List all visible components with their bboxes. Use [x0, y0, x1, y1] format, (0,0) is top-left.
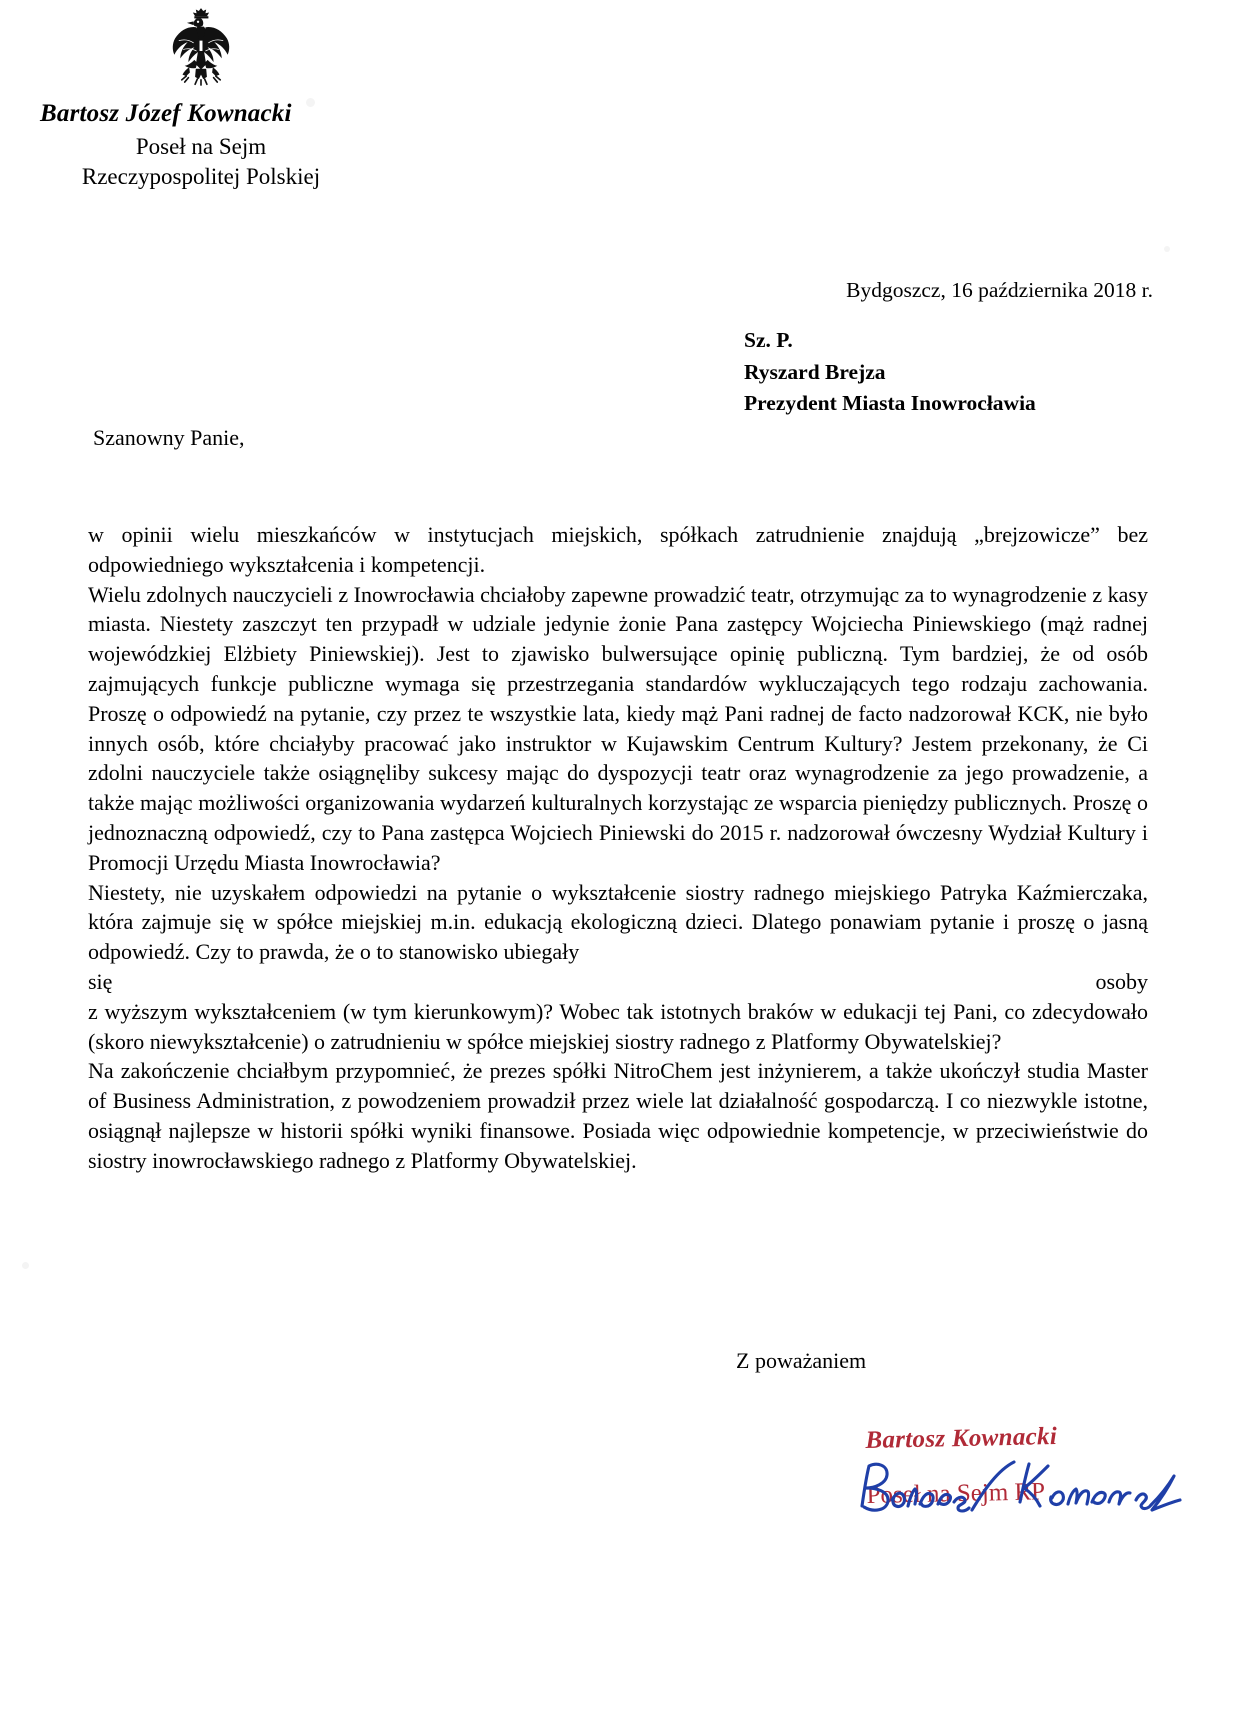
- body-paragraph-3-split-line: [88, 967, 1148, 997]
- body-paragraph-3a: Niestety, nie uzyskałem odpowiedzi na pytanie o wykształcenie siostry radnego miejskiego Patryka Kaźmierczaka, która zajmuje się w spółce miejskiej m.in. edukacją ekologiczną dzieci. Dlatego ponawiam pytanie i proszę o jasną odpowiedź. Czy to prawda, że o to stanowisko ubiegały: [88, 879, 1148, 965]
- body-paragraph-1: w opinii wielu mieszkańców w instytucjach miejskich, spółkach zatrudnienie znajdują „brejzowicze” bez odpowiedniego wykształcenia i kompetencji.: [88, 522, 1148, 577]
- letterhead-role-line-2: Rzeczypospolitej Polskiej: [81, 163, 321, 189]
- stamp-role: Poseł na Sejm RP: [866, 1478, 1046, 1509]
- addressee-title: Prezydent Miasta Inowrocławia: [744, 391, 1036, 416]
- body-paragraph-2: Wielu zdolnych nauczycieli z Inowrocławia chciałoby zapewne prowadzić teatr, otrzymując za to wynagrodzenie z kasy miasta. Niestety zaszczyt ten przypadł w udziale jedynie żonie Pana zastępcy Wojciecha Piniewskiego (mąż radnej wojewódzkiej Elżbiety Piniewskiej). Jest to zjawisko bulwersujące opinię publiczną. Tym bardziej, że od osób zajmujących funkcje publiczne wymaga się przestrzegania standardów wykluczających tego rodzaju zachowania. Proszę o odpowiedź na pytanie, czy przez te wszystkie lata, kiedy mąż Pani radnej de facto nadzorował KCK, nie było innych osób, które chciałyby pracować jako instruktor w Kujawskim Centrum Kultury? Jestem przekonany, że Ci zdolni nauczyciele także osiągnęliby sukcesy mając do dyspozycji teatr oraz wynagrodzenie za jego prowadzenie, a także mając możliwości organizowania wydarzeń kulturalnych korzystając ze wsparcia pieniędzy publicznych. Proszę o jednoznaczną odpowiedź, czy to Pana zastępca Wojciech Piniewski do 2015 r. nadzorował ówczesny Wydział Kultury i Promocji Urzędu Miasta Inowrocławia?: [88, 581, 1148, 875]
- body-paragraph-4: Na zakończenie chciałbym przypomnieć, że prezes spółki NitroChem jest inżynierem, a także ukończył studia Master of Business Administration, z powodzeniem prowadził przez wiele lat działalność gospodarczą. I co niezwykle istotne, osiągnął najlepsze w historii spółki wyniki finansowe. Posiada więc odpowiednie kompetencje, w przeciwieństwie do siostry inowrocławskiego radnego z Platformy Obywatelskiej.: [88, 1058, 1148, 1173]
- letterhead: [36, 8, 366, 192]
- addressee-name: Ryszard Brejza: [744, 359, 886, 384]
- body-paragraph-3b: z wyższym wykształceniem (w tym kierunkowym)? Wobec tak istotnych braków w edukacji tej Pani, co zdecydowało (skoro niewykształcenie) o zatrudnieniu w spółce miejskiej siostry radnego z Platformy Obywatelskiej?: [88, 998, 1148, 1054]
- polish-eagle-emblem-icon: [164, 8, 238, 94]
- letter-body: [88, 520, 1148, 1176]
- body-paragraph-3-split-right: osoby: [1095, 968, 1148, 994]
- stamp-name: Bartosz Kownacki: [865, 1423, 1058, 1455]
- closing-phrase: Z poważaniem: [736, 1348, 867, 1373]
- scan-artifact: [1164, 246, 1170, 252]
- date-line: Bydgoszcz, 16 października 2018 r.: [846, 278, 1153, 302]
- handwritten-signature-icon: [852, 1444, 1182, 1534]
- addressee-honorific: Sz. P.: [744, 328, 793, 352]
- salutation: Szanowny Panie,: [93, 425, 245, 450]
- addressee-block: [744, 325, 1036, 420]
- letterhead-role-line-1: Poseł na Sejm: [135, 133, 267, 159]
- body-paragraph-3-split-left: się: [88, 968, 113, 994]
- scan-artifact: [22, 1262, 29, 1269]
- signature-block: [852, 1418, 1182, 1548]
- letterhead-name: Bartosz Józef Kownacki: [40, 100, 292, 127]
